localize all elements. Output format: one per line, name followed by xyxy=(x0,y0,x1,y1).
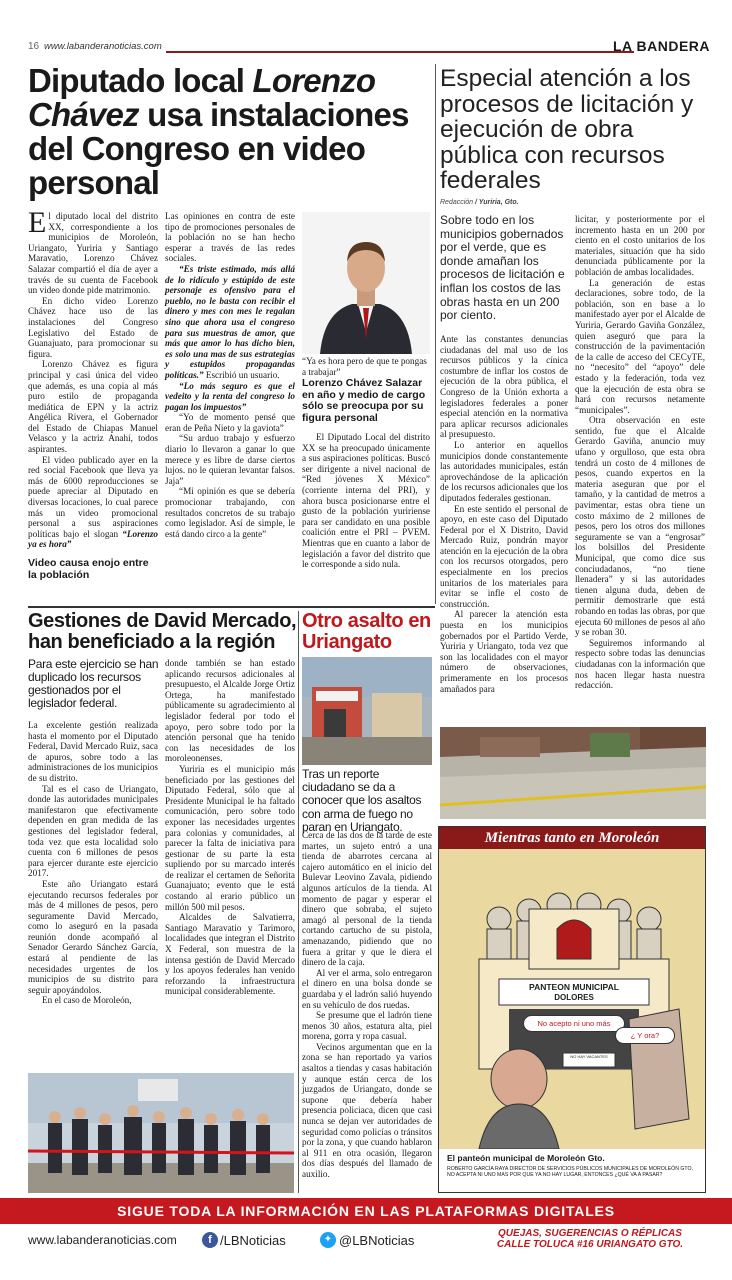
story4-lead: Tras un reporte ciudadano se da a conocer que los asaltos con arma de fuego no paran en Uriangato. xyxy=(302,767,422,834)
cartoon-sign-line1: PANTEON MUNICIPAL xyxy=(529,982,619,992)
story3-col2-p1: donde también se han estado aplicando recursos adicionales al presupuesto, el Alcalde Jorge Ortiz Ortega, ha manifestado públicamente su agradecimiento al legislador federal por todo el apoyo, pero sobre todo por la atención personal que ha tenido con las necesidades de los moroleonenses. xyxy=(165,658,295,764)
story1-headline-b: Lorenzo Chávez xyxy=(28,62,376,133)
footer-contact-line2: CALLE TOLUCA #16 URIANGATO GTO. xyxy=(496,1239,684,1250)
story2-byline xyxy=(440,199,519,206)
story4-p3: Se presume que el ladrón tiene menos 30 años, estatura alta, piel morena, gorra y ropa casual. xyxy=(302,1010,432,1042)
story3-lead: Para este ejercicio se han duplicado los recursos gestionados por el legislador federal. xyxy=(28,657,159,710)
story1-col1-p4: El video publicado ayer en la red social Facebook que lleva ya más de 6000 reproducciones se puede apreciar al Diputado en diversas locaciones, lo cual parece más un video promocional personal a sus aspiraciones políticas bajo el slogan xyxy=(28,454,158,539)
story3-col2-p3: Alcaldes de Salvatierra, Santiago Maravatio y Tarimoro, localidades que integran el Distrito X Federal, son muestra de la intensa gestión de David Mercado y los apoyos federales han venido reforzando la infraestructura municipal considerablemente. xyxy=(165,912,295,997)
story1-headline-c: usa instalaciones del Congreso en video personal xyxy=(28,96,409,201)
story2-col1-p1: Ante las constantes denuncias ciudadanas del mal uso de los recursos públicos y la cínica costumbre de inflar los costos de ejecución de la obra pública, el Congreso de la Unión exhorta a legisladores federales a poner especial atención en la normativa para aplicar recursos adicionales al presupuesto. xyxy=(440,334,568,440)
column-divider-2 xyxy=(298,611,299,1193)
story1-pull-quote: Lorenzo Chávez Salazar en año y medio de cargo sólo se preocupa por su figura personal xyxy=(302,377,426,424)
cartoon-bubble1: No acepto ni uno más xyxy=(523,1015,625,1032)
cartoon-tag: NO HAY VACANTES xyxy=(570,1054,608,1059)
story3-col1-p2: Tal es el caso de Uriangato, donde las autoridades municipales manifestaron que efectivamente dependen en gran medida de las gestiones del legislador federal, toda vez que esta localidad solo cuenta con 6 millones de pesos para ejercer durante este ejercicio 2017. xyxy=(28,783,158,879)
story1-quote1: “Es triste estimado, más allá de lo ridículo y estúpido de este personaje es ofensivo para el pueblo, no le basta con recibir el dinero y mes con mes le regalan sino que ahora usa el congreso para sus muestras de amor, que más que amor lo has dicho bien, es solo una mas de sus estrategias y estupidos propagandas políticas.” xyxy=(165,263,295,380)
story1-photo xyxy=(302,212,430,354)
story1-col1 xyxy=(28,206,158,581)
story1-quote1-tail: Escribió un usuario. xyxy=(203,369,280,380)
story2-byline-place: / Yuriria, Gto. xyxy=(473,199,519,206)
facebook-handle: /LBNoticias xyxy=(220,1232,286,1248)
story2-col1-p4: Al parecer la atención esta puesta en los municipios gobernados por el Partido Verde, Yuriria y Uriangato, toda vez que son las localidades con el mayor número de observaciones, primeramente en los procesos amañados para xyxy=(440,609,568,694)
logo-text: LA BANDERA xyxy=(613,38,711,54)
story1-photo-caption: “Ya es hora pero de que te pongas a trabajar” xyxy=(302,356,427,377)
cartoon-sign-line2: DOLORES xyxy=(554,993,594,1002)
footer-twitter[interactable] xyxy=(320,1230,414,1250)
story4-p2: Al ver el arma, solo entregaron el dinero en una bolsa donde se guardaba y el ladrón salió huyendo en su vehículo de dos ruedas. xyxy=(302,967,432,1010)
story1-slogan: “Lorenzo ya es hora” xyxy=(28,528,158,550)
story3-photo xyxy=(28,1073,294,1193)
story1-col1-p1: l diputado local del distrito XX, correspondiente a los municipios de Moroleón, Uriangato, Yuriria y Santiago Maravatio, Lorenzo Chávez Salazar compartió el día de ayer a través de su cuenta de Facebook un video donde pide matrimonio. xyxy=(28,211,158,296)
story3-headline: Gestiones de David Mercado, han beneficiado a la región xyxy=(28,610,297,653)
cartoon-title-bar xyxy=(439,827,705,849)
story2-col2-p2: La generación de estas declaraciones, sobre todo, de la población, son en base a lo manifestado ayer por el Alcalde de Yuriria, Gerardo Gaviña González, quien aseguró que para la construcción de la pavimentación de la calle de acceso del CECyTE, no “necesito” del “apoyo” dele estado y la federación, toda vez que la ejecución de esta obra se hará con recursos netamente “municipales”. xyxy=(575,277,705,415)
story2-col2-p3: Otra observación en este sentido, fue que el Alcalde Gerardo Gaviña, anuncio muy ufano y orgulloso, que esta obra tendrá un costo de 4 millones de pesos, cuando expertos en la materia aseguran que por el tamaño, y la cantidad de metros a pavimentar, estas obra tiene un costo máximo de 2 millones de pesos, pero los otros dos millones seguramente se van a “engrosar” los bolsillos del Presidente Municipal, que como dice sus conciudadanos, “no tiene llenadera” y si las autoridades tienen alguna duda, deben de permitir demostrarle que está robando en todas las obras, por que ejecuta 60 millones de pesos al año y se roban 30. xyxy=(575,415,705,638)
story1-col2-p1: Las opiniones en contra de este tipo de promociones personales de la población no se han hecho esperar a través de las redes sociales. xyxy=(165,211,295,264)
story3-col1 xyxy=(28,720,158,1006)
cartoon xyxy=(438,826,706,1193)
section-rule xyxy=(28,606,435,608)
story4-p1: Cerca de las dos de la tarde de este martes, un sujeto entró a una tienda de abarrotes cercana al cajero automático en el inicio del Bulevar Leovino Zavala, pidiendo algunos artículos de la tienda. Al momento de pagar y esperar el dinero que sobraba, el sujeto amagó al personal de la tienda cortando cartucho de su pistola, amenazando, pidiendo que no fuera a gritar y que le diera el dinero de la caja. xyxy=(302,830,432,968)
story1-col2-p4: “Yo de momento pensé que eran de Peña Nieto y la gaviota” xyxy=(165,412,295,433)
column-divider xyxy=(435,64,436,604)
cartoon-caption-title: El panteón municipal de Moroleón Gto. xyxy=(447,1153,605,1163)
story4-body xyxy=(302,830,432,1180)
story1-col2-p6: “Mi opinión es que se debería promocionar trabajando, con resultados concretos de su trabajo como legislador. Así de simple, le está dando circo a la gente” xyxy=(165,486,295,539)
store-photo-icon xyxy=(302,657,432,765)
story1-col2 xyxy=(165,211,295,539)
site-url[interactable]: www.labanderanoticias.com xyxy=(44,41,162,52)
story3-col1-p3: Este año Uriangato estará ejecutando recursos federales por más de 4 millones de pesos, pero seguramente David Mercado, como lo aseguró en la pasada reunión donde acompañó al Senador Gerardo Sánchez García, estará al pendiente de las necesidades urgentes de los municipios de su distrito para seguir apoyándolos. xyxy=(28,878,158,995)
footer-contact-line1: QUEJAS, SUGERENCIAS O RÉPLICAS xyxy=(498,1228,682,1239)
footer-banner xyxy=(0,1198,732,1224)
story1-col1-p3: Lorenzo Chávez es figura principal y casi única del video que además, es una copia al más puro estilo de propaganda mediática de EPN y la actriz Angélica Rivera, el Gobernador del Estado de Chiapas Manuel Velasco y la actriz Anahí, todos aspirantes. xyxy=(28,359,158,455)
cartoon-caption-line2: NO ACEPTA NI UNO MAS POR QUE YA NO HAY LUGAR, ENTONCES ¿QUÉ VA A PASAR? xyxy=(447,1172,663,1178)
story1-quote2: “Lo más seguro es que el vedeito y la renta del congreso lo pagan los impuestos” xyxy=(165,380,295,412)
story1-col2-p5: “Su arduo trabajo y esfuerzo diario lo llevaron a ganar lo que merece y es libre de darse ciertos lujos. no le quieran levantar falsos. Jaja” xyxy=(165,433,295,486)
story2-col2 xyxy=(575,214,705,691)
footer-facebook[interactable] xyxy=(202,1230,286,1250)
story4-headline: Otro asalto en Uriangato xyxy=(302,610,431,653)
story2-headline: Especial atención a los procesos de licitación y ejecución de obra pública con recursos federales xyxy=(440,65,694,194)
story2-col1 xyxy=(440,334,568,694)
page-header xyxy=(28,40,718,60)
story4-p4: Vecinos argumentan que en la zona se han reportado ya varios asaltos a tiendas y casas habitación y aunque están cerca de los juzgados de Uriangato, donde se supone que debería haber presencia policiaca, dicen que casi nunca se dejan ver autoridades de seguridad como policías o tránsitos por la zona, y que cuando hablaron al 911 en otra ocasión, llegaron dos días después del llamado de auxilio. xyxy=(302,1041,432,1179)
logo xyxy=(613,38,710,54)
header-rule xyxy=(166,51,634,53)
story1-subhead: Video causa enojo entre la población xyxy=(28,557,149,581)
street-photo-icon xyxy=(440,727,706,819)
story2-col2-p1: licitar, y posteriormente por el incremento hasta en un 200 por ciento en el costo unitarios de los materiales, situación que ha sido denunciada públicamente por la población de ambas localidades. xyxy=(575,214,705,277)
dropcap: E xyxy=(28,206,47,239)
story3-col1-p1: La excelente gestión realizada hasta el momento por el Diputado Federal, David Mercado Ruiz, saca de apuros, sobre todo a las administraciones de los municipios de su distrito. xyxy=(28,720,158,783)
story2-lead: Sobre todo en los municipios gobernados por el verde, que es donde amañan los procesos de licitación e inflan los costos de las obras hasta en un 200 por ciento. xyxy=(440,213,565,323)
page-number: 16 xyxy=(28,41,40,52)
story3-col2-p2: Yuriria es el municipio más beneficiado por las gestiones del Diputado Federal, sólo que al Presidente Municipal le ha faltado comunicación, pero sobre todo exponer las necesidades urgentes para colonias y comunidades, al parecer la falta de iniciativa para gestionar de su parte la esta supliendo por su marcado interés de realizar el certamen de Señorita Guanajuato; evento que le está costando al erario público un millón 500 mil pesos. xyxy=(165,763,295,912)
footer-site[interactable]: www.labanderanoticias.com xyxy=(28,1233,177,1247)
story1-col3 xyxy=(302,432,430,570)
story3-col1-p4: En el caso de Moroleón, xyxy=(42,995,132,1006)
story2-col1-p2: Lo anterior en aquellos municipios donde constantemente las autoridades municipales, están aprovechándose de la aplicación de los recursos adicionales que los diputados federales gestionan. xyxy=(440,439,568,503)
story2-byline-author: Redacción xyxy=(440,199,474,206)
cartoon-caption-line1: ROBERTO GARCÍA RAYA DIRECTOR DE SERVICIOS PÚBLICOS MUNICIPALES DE MOROLEÓN GTO. xyxy=(447,1166,693,1172)
story2-photo xyxy=(440,727,706,819)
story1-col3-p1: El Diputado Local del distrito XX se ha preocupado únicamente a sus aspiraciones políticas. Buscó ser dirigente a nivel nacional de “Red jóvenes X México” (corriente interna del PRI), y ahora busca posicionarse entre el gusto de la población yuririense para ser candidato en una posible coalición entre el PRI – PVEM. Mientras que en cuanto a labor de legislación a favor del distrito que le corresponde a sido nula. xyxy=(302,432,430,570)
ribbon-cutting-photo-icon xyxy=(28,1073,294,1193)
politician-portrait-icon xyxy=(302,212,430,354)
footer-banner-text: SIGUE TODA LA INFORMACIÓN EN LAS PLATAFORMAS DIGITALES xyxy=(117,1203,615,1219)
twitter-handle: @LBNoticias xyxy=(339,1232,415,1248)
cartoon-title: Mientras tanto en Moroleón xyxy=(484,830,660,846)
story4-photo xyxy=(302,657,432,765)
story1-headline xyxy=(28,64,430,200)
story2-col2-p4: Seguiremos informando al respecto sobre todas las denuncias ciudadanas con la información que nos hacen llegar hasta nuestra redacción. xyxy=(575,637,705,691)
footer-contact xyxy=(470,1228,710,1250)
cartoon-bubble2: ¿ Y ora? xyxy=(615,1027,675,1044)
story3-col2 xyxy=(165,658,295,997)
story1-col1-p2: En dicho video Lorenzo Chávez hace uso de las instalaciones del Congreso Legislativo del Estado de Guanajuato, para promocionar su figura. xyxy=(28,295,158,359)
story1-headline-a: Diputado local xyxy=(28,62,253,99)
twitter-icon: ✦ xyxy=(320,1232,336,1248)
cartoon-caption xyxy=(439,1149,705,1192)
facebook-icon: f xyxy=(202,1232,218,1248)
story2-col1-p3: En este sentido el personal de apoyo, en este caso del Diputado Federal por el X Distrito, David Mercado Ruiz, pondrán mayor atención en la ejecución de la obra con los recursos otorgados, pero especialmente en los precios unitarios de los materiales para evitar se infle el costo de construcción. xyxy=(440,503,568,609)
